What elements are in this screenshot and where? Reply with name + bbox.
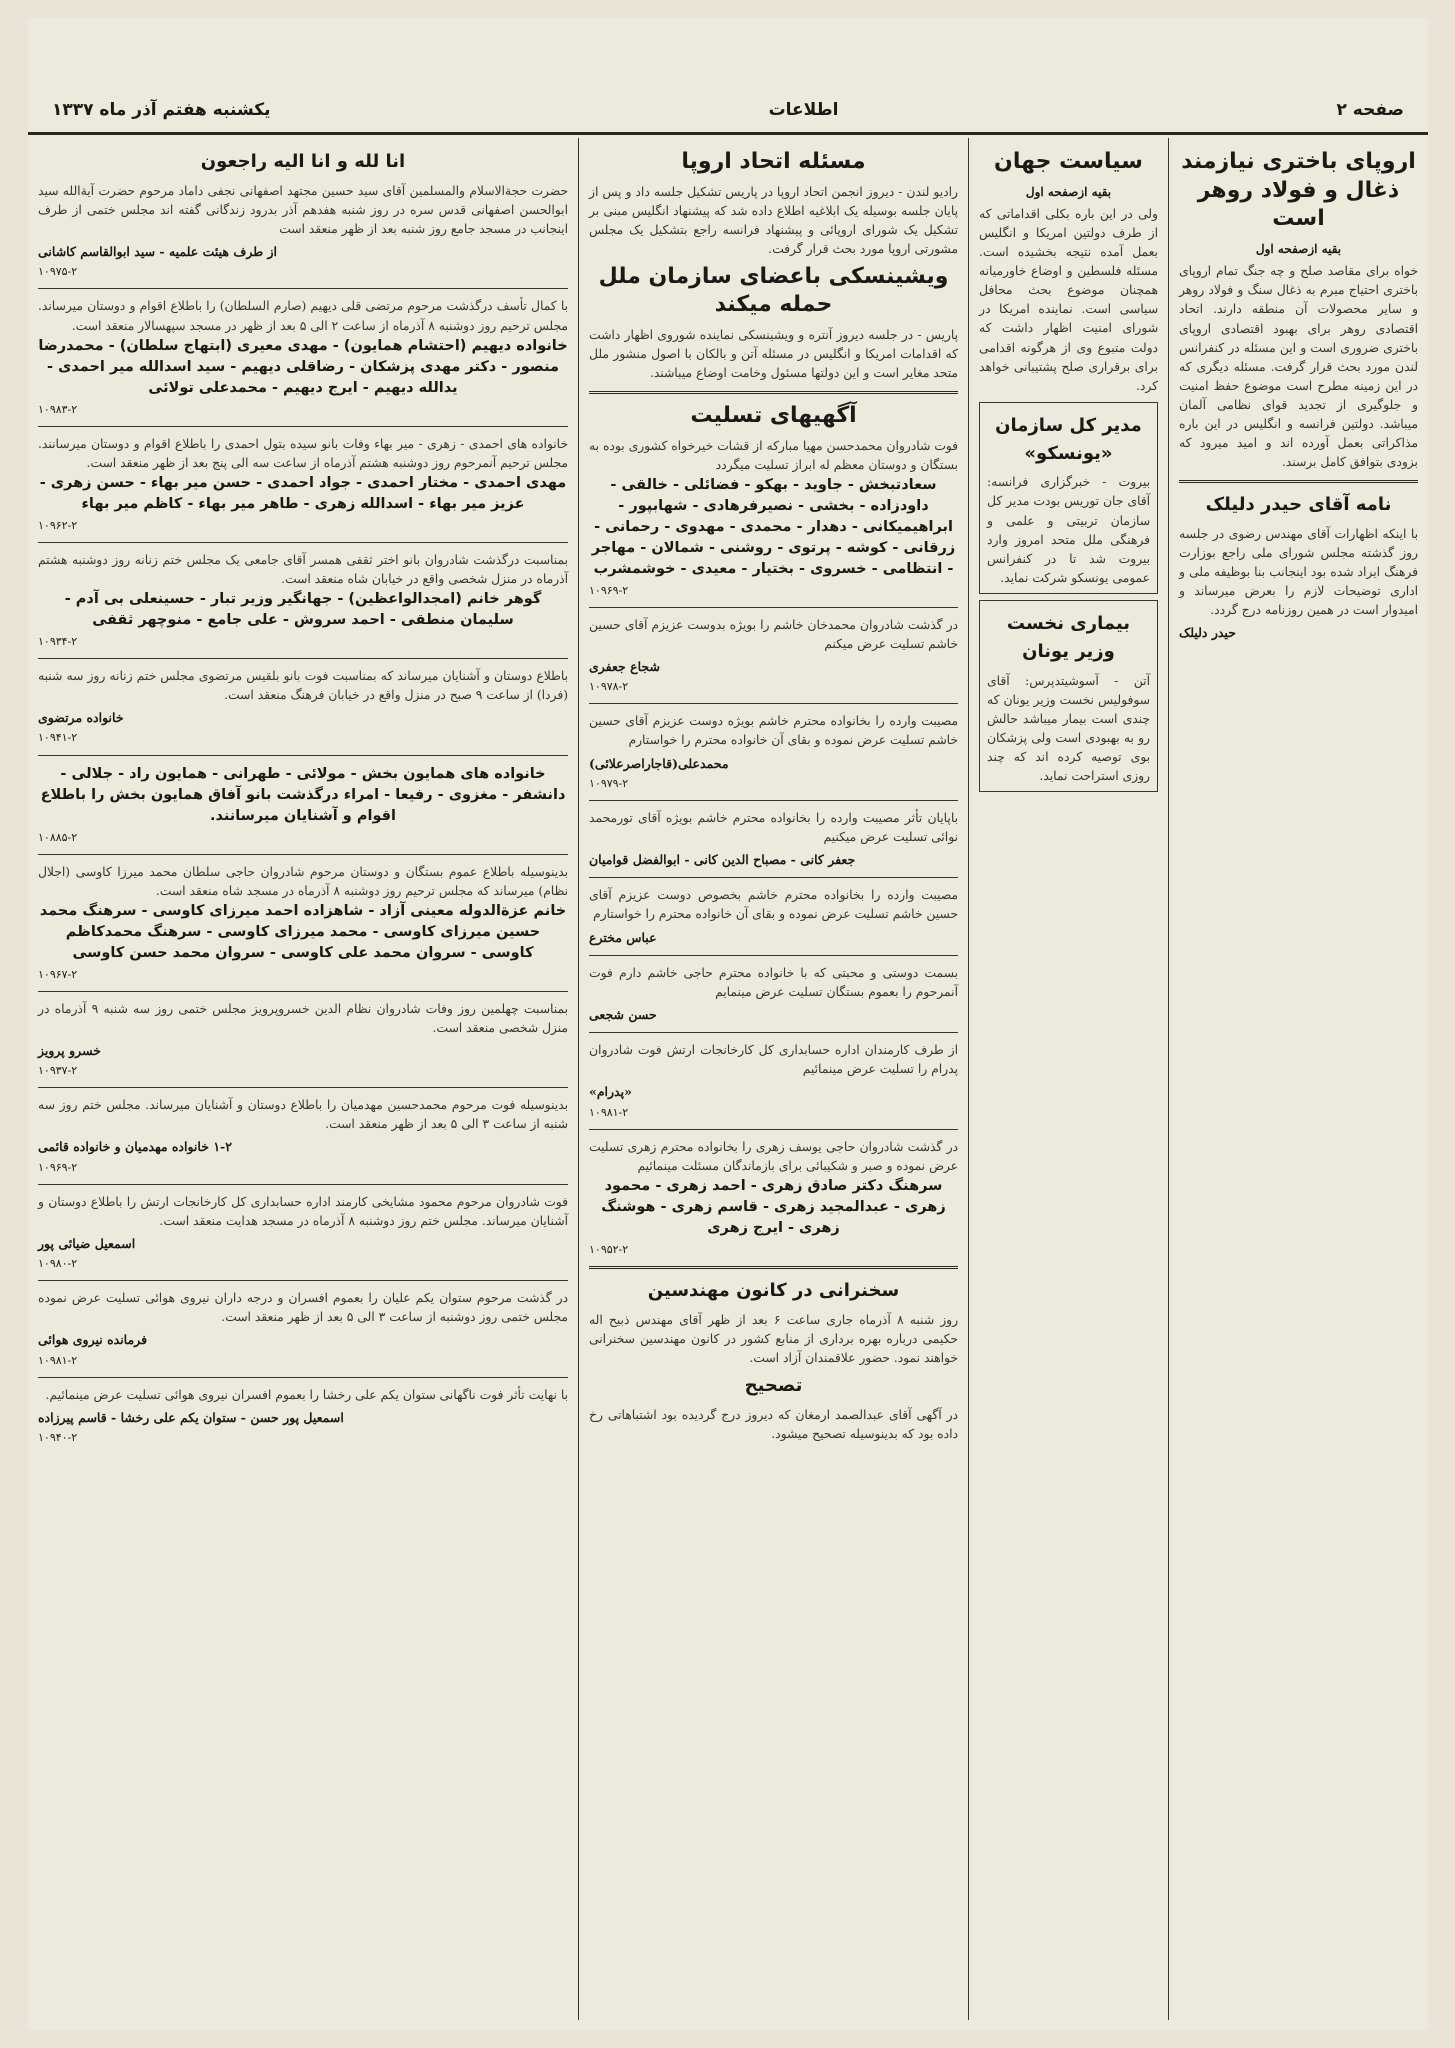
notice-ref: ۱۰۹۶۲-۲ [38,518,78,532]
notice-ref: ۱۰۹۸۳-۲ [38,402,78,416]
notice-signature: فرمانده نیروی هوائی [38,1332,148,1348]
divider [589,703,958,704]
obituary-notice [38,1000,568,1080]
news-box-unesco [979,402,1158,594]
ad-signature: حسن شجعی [589,1006,657,1022]
obituary-notice [38,764,568,846]
divider [589,391,958,394]
ad-text: در گذشت شادروان محمدخان خاشم را بویژه بدوست عزیزم آقای حسین خاشم تسلیت عرض میکنم [589,617,958,651]
announcement-heading: انا لله و انا الیه راجعون [200,151,406,172]
ad-text: مصیبت وارده را بخانواده محترم خاشم بویژه دوست عزیزم آقای حسین خاشم تسلیت عرض نموده و بقای آن خانواده محترم را خواستارم [589,714,958,748]
notice-signature: خسرو پرویز [38,1042,101,1058]
divider [38,991,568,992]
news-body-unesco: بیروت - خبرگزاری فرانسه: آقای جان توریس بودت مدیر کل سازمان تربیتی و علمی و فرهنگی ملل متحد امروز وارد بیروت شد تا در کنفرانس عمومی یونسکو شرکت نماید. [987,475,1150,585]
notice-body: بدینوسیله فوت مرحوم محمدحسین مهدمیان را باطلاع دوستان و آشنایان میرساند. مجلس ختم روز سه شنبه از ساعت ۳ الی ۵ بعد از ظهر منعقد است. [38,1098,568,1132]
notice-names: خانم عزةالدوله معینی آزاد - شاهزاده احمد میرزای کاوسی - سرهنگ محمد حسین میرزای کاوسی - محمد میرزای کاوسی - سرهنگ محمدکاظم کاوسی - سروان محمد علی کاوسی - سروان محمد حسن کاوسی [39,902,567,961]
column-left [28,138,578,2020]
ad-text: باپایان تأثر مصیبت وارده را بخانواده محترم خاشم بویژه آقای تورمحمد نوائی تسلیت عرض میکنیم [589,810,958,844]
ad-signature: جعفر کانی - مصباح الدین کانی - ابوالفضل قوامیان [589,852,856,868]
condolence-ads-title: آگهیهای تسلیت [690,403,857,429]
notice-ref: ۱۰۹۸۰-۲ [38,1257,78,1271]
divider [589,1129,958,1130]
notice-ref: ۱۰۹۸۱-۲ [38,1353,78,1367]
continued-note: بقیه ازصفحه اول [1255,241,1342,256]
article-body-world-politics: ولی در این باره بکلی اقداماتی که از طرف دولتین امریکا و انگلیس بعمل آمده نتیجه بخشیده است. مسئله فلسطین و اوضاع خاورمیانه همچنان موضوع بحث محافل سیاسی است. نماینده امریکا در شورای امنیت اظهار داشت که دولت متبوع وی از هرگونه اقدامی برای برقراری صلح پشتیبانی خواهد کرد. [979,207,1158,393]
article-body-europe: رادیو لندن - دیروز انجمن اتحاد اروپا در پاریس تشکیل جلسه داد و پس از پایان جلسه بوسیله یک ابلاغیه اطلاع داده شد که پیشنهاد انگلیس مبنی بر تشکیل یک شورای اروپائی و پیشنهاد فرانسه راجع بتشکیل یک مجلس مشورتی اروپا مورد بحث قرار گرفت. [589,184,958,256]
column-center [578,138,968,2020]
notice-names: خانواده دیهیم (احتشام همایون) - مهدی معیری (ابتهاج سلطان) - محمدرضا منصور - دکتر مهدی پزشکان - رضاقلی دیهیم - سید اسدالله میر احمدی - یدالله دیهیم - ایرج دیهیم - محمدعلی تولائی [38,337,568,396]
ad-names: سعادتبخش - جاوید - بهکو - فضائلی - خالقی - داودزاده - بخشی - نصیرفرهادی - شهابپور - ابراهیمیکانی - دهدار - محمدی - مهدوی - رحمانی - زرقانی - کوشه - پرتوی - روشنی - شمالان - مهاجر - انتظامی - خسروی - بختیار - معیدی - خوشمشرب [591,476,956,577]
condolence-ad [589,712,958,792]
divider [38,658,568,659]
obituary-notice [38,1096,568,1176]
obituary-notice [38,1193,568,1273]
columns [28,138,1428,2020]
notice-signature: ۱-۲ خانواده مهدمیان و خانواده قائمی [38,1139,232,1155]
notice-names: گوهر خانم (امجدالواعظین) - جهانگیر وزیر تبار - حسینعلی بی آدم - سلیمان منطقی - احمد سروش - علی جامع - منوچهر ثقفی [64,590,542,628]
news-heading-unesco: مدیر کل سازمان «یونسکو» [995,414,1142,464]
divider [589,1032,958,1033]
lecture-heading: سخنرانی در کانون مهندسین [647,1280,900,1302]
condolence-ad [589,964,958,1024]
announcement-ref: ۱۰۹۷۵-۲ [38,265,78,279]
condolence-ad [589,437,958,599]
obituary-notice [38,297,568,417]
condolence-ad [589,886,958,946]
article-body-vyshinsky: پاریس - در جلسه دیروز آنتره و ویشینسکی نماینده شوروی اظهار داشت که اقدامات امریکا و انگلیس در مسئله آتن و بالکان با اصول منشور ملل متحد مغایر است و این دولتها مسئول وخامت اوضاع میباشند. [589,327,958,381]
article-headline-europe: مسئله اتحاد اروپا [681,149,866,174]
condolence-ad [589,1138,958,1258]
ad-text: در گذشت شادروان حاجی یوسف زهری را بخانواده محترم زهری تسلیت عرض نموده و صبر و شکیبائی برای بازماندگان مسئلت مینمائیم [589,1139,958,1173]
notice-signature: اسمعیل پور حسن - ستوان یکم علی رخشا - قاسم پیرزاده [38,1409,344,1425]
ad-ref: ۱۰۹۷۸-۲ [589,680,629,694]
ad-text: از طرف کارمندان اداره حسابداری کل کارخانجات ارتش فوت شادروان پدرام را تسلیت عرض مینمائیم [589,1043,958,1077]
continued-note: بقیه ازصفحه اول [1025,184,1112,199]
notice-ref: ۱۰۹۴۱-۲ [38,731,78,745]
correction-body: در آگهی آقای عبدالصمد ارمغان که دیروز درج گردیده بود اشتباهاتی رخ داده بود که بدینوسیله تصحیح میشود. [589,1407,958,1442]
divider [589,1266,958,1269]
correction-heading: تصحیح [744,1375,803,1397]
letter-body: با اینکه اظهارات آقای مهندس رضوی در جلسه روز گذشته مجلس شورای ملی راجع بوزارت فرهنگ ایراد شده بود اینجانب بنا بوظیفه ملی و اداری توضیحات لازم را بعرض میرساند و امیدوار است در همین روزنامه درج گردد. [1179,526,1418,617]
obituary-notice [38,435,568,534]
ad-signature: «پدرام» [589,1084,632,1100]
ad-text: بسمت دوستی و محبتی که با خانواده محترم حاجی خاشم دارم فوت آنمرحوم را بعموم بستگان تسلیت عرض مینمایم [589,965,958,999]
announcement-signature: از طرف هیئت علمیه - سید ابوالقاسم کاشانی [38,244,278,260]
column-mid-right [968,138,1168,2020]
divider [589,800,958,801]
letter-signature: حیدر دلیلک [1179,625,1236,641]
newspaper-page [28,18,1428,2030]
ad-ref: ۱۰۹۸۱-۲ [589,1105,629,1119]
divider [38,1280,568,1281]
article-headline-vyshinsky: ویشینسکی باعضای سازمان ملل حمله میکند [598,263,949,318]
obituary-notice [38,667,568,747]
notice-body: با کمال تأسف درگذشت مرحوم مرتضی قلی دیهیم (صارم السلطان) را باطلاع اقوام و دوستان میرساند. مجلس ترحیم روز دوشنبه ۸ آذرماه از ساعت ۲ الی ۵ بعد از ظهر در مسجد سپهسالار منعقد است. [38,299,568,333]
ad-text: فوت شادروان محمدحسن مهیا مبارکه از قشات خیرخواه کشوری بوده به بستگان و دوستان معظم له ابراز تسلیت میگردد [589,438,958,472]
ad-names: سرهنگ دکتر صادق زهری - احمد زهری - محمود زهری - عبدالمجید زهری - قاسم زهری - هوشنگ زهری - ایرج زهری [601,1177,946,1236]
ad-signature: شجاع جعفری [589,659,660,675]
condolence-ad [589,1041,958,1121]
divider [38,1377,568,1378]
page-number: صفحه ۲ [1336,100,1404,120]
divider [589,607,958,608]
condolence-ad [589,616,958,696]
lecture-body: روز شنبه ۸ آذرماه جاری ساعت ۶ بعد از ظهر آقای مهندس ذبیح اله حکیمی درباره بهره برداری از منابع کشور در کانون مهندسین سخنرانی خواهند نمود. حضور علاقمندان آزاد است. [589,1312,959,1366]
divider [589,955,958,956]
notice-names: مهدی احمدی - مختار احمدی - جواد احمدی - حسن میر بهاء - حسن زهری - عزیز میر بهاء - اسدالله زهری - طاهر میر بهاء - کاظم میر بهاء [39,474,567,512]
notice-signature: خانواده مرتضوی [38,710,124,726]
notice-signature: اسمعیل ضیائی پور [38,1235,136,1251]
notice-body: بمناسبت درگذشت شادروان بانو اختر ثقفی همسر آقای جامعی یک مجلس ختم زنانه روز دوشنبه هشتم آذرماه در منزل شخصی واقع در خیابان شاه منعقد است. [38,552,568,586]
notice-body: بمناسبت چهلمین روز وفات شادروان نظام الدین خسروپرویز مجلس ختمی روز سه شنبه ۹ آذرماه در منزل شخصی منعقد است. [38,1001,569,1035]
notice-ref: ۱۰۸۸۵-۲ [38,830,78,844]
notice-body: خانواده های احمدی - زهری - میر بهاء وفات بانو سیده بتول احمدی را باطلاع اقوام و دوستان میرسانند. مجلس ترحیم آنمرحوم روز دوشنبه هشتم آذرماه از ساعت سه الی پنج بعد از ظهر منعقد است. [38,436,568,470]
divider [589,877,958,878]
divider [38,755,568,756]
ad-ref: ۱۰۹۶۹-۲ [589,583,629,597]
obituary-notice [38,1386,568,1446]
divider [38,426,568,427]
obituary-notice [38,551,568,650]
issue-date: یکشنبه هفتم آذر ماه ۱۳۳۷ [52,100,271,120]
article-headline-roher: اروپای باختری نیازمند ذغال و فولاد روهر است [1181,149,1416,232]
notice-ref: ۱۰۹۳۴-۲ [38,634,78,648]
divider [38,288,568,289]
notice-body: بدینوسیله باطلاع عموم بستگان و دوستان مرحوم شادروان حاجی سلطان محمد میرزا کاوسی (اجلال نظام) میرساند که مجلس ترحیم روز دوشنبه ۸ آذرماه در مسجد شاه منعقد است. [38,864,568,898]
column-right [1168,138,1428,2020]
ad-ref: ۱۰۹۵۲-۲ [589,1243,629,1257]
notice-ref: ۱۰۹۶۷-۲ [38,967,78,981]
divider [38,1184,568,1185]
notice-body: فوت شادروان مرحوم محمود مشایخی کارمند اداره حسابداری کل کارخانجات ارتش را باطلاع دوستان و آشنایان میرساند. مجلس ختم روز دوشنبه ۸ آذرماه در مسجد هدایت منعقد است. [38,1194,568,1228]
article-headline-world-politics: سیاست جهان [994,149,1143,174]
divider [38,1087,568,1088]
notice-body: باطلاع دوستان و آشنایان میرساند که بمناسبت فوت بانو بلقیس مرتضوی مجلس ختم زنانه روز سه شنبه (فردا) از ساعت ۹ صبح در منزل واقع در خیابان فرهنگ منعقد است. [38,668,568,703]
notice-names: خانواده های همایون بخش - مولائی - طهرانی - همایون راد - جلالی - دانشفر - مغزوی - رفیعا - امراء درگذشت بانو آفاق همایون بخش را باطلاع اقوام و آشنایان میرسانند. [40,765,566,824]
article-body-roher: خواه برای مقاصد صلح و چه جنگ تمام اروپای باختری احتیاج مبرم به ذغال سنگ و فولاد روهر و سایر محصولات آن منطقه دارند. اتحاد اقتصادی روهر برای بهبود اقتصادی اروپای باختری ضروری است و این مسئله در کنفرانس لندن مورد بحث قرار گرفت. مسئله دیگری که در این زمینه مطرح است موضوع حفظ امنیت و جلوگیری از تجدید قوای نظامی آلمان میباشد. دولتین فرانسه و انگلیس در این باره مذاکراتی بعمل آورده اند و امید میرود که بزودی بتوافق کامل برسند. [1179,264,1418,469]
notice-ref: ۱۰۹۴۰-۲ [38,1431,78,1445]
page-header [28,88,1428,135]
news-box-greece [979,600,1158,792]
divider [38,854,568,855]
obituary-notice [38,1289,568,1369]
news-body-greece: آتن - آسوشیتدپرس: آقای سوفولیس نخست وزیر یونان که چندی است بیمار میباشد حالش رو به بهبودی است ولی پزشکان بوی توصیه کرده اند که چند روزی استراحت نماید. [987,673,1150,783]
condolence-ad [589,809,958,869]
divider [1179,480,1418,483]
notice-ref: ۱۰۹۳۷-۲ [38,1064,78,1078]
notice-ref: ۱۰۹۶۹-۲ [38,1160,78,1174]
announcement-body: حضرت حجةالاسلام والمسلمین آقای سید حسین مجتهد اصفهانی نجفی داماد مرحوم حضرت آیةالله سید ابوالحسن اصفهانی قدس سره در روز شنبه هفدهم آذر بدرود زندگانی گفته اند مجلس ختمی از طرف اینجانب در مسجد جامع روز شنبه بعد از ظهر منعقد است [38,183,568,236]
letter-heading: نامه آقای حیدر دلیلک [1205,493,1392,515]
ad-signature: عباس مخترع [589,929,657,945]
news-heading-greece: بیماری نخست وزیر یونان [1006,612,1131,662]
obituary-notice [38,863,568,983]
ad-ref: ۱۰۹۷۹-۲ [589,776,629,790]
newspaper-name: اطلاعات [768,100,839,120]
ad-text: مصیبت وارده را بخانواده محترم خاشم بخصوص دوست عزیزم آقای حسین خاشم تسلیت عرض نموده و بقای آن خانواده محترم را خواستارم [589,888,958,922]
notice-body: با نهایت تأثر فوت ناگهانی ستوان یکم علی رخشا را بعموم افسران نیروی هوائی تسلیت عرض مینمائیم. [45,1387,568,1402]
notice-body: در گذشت مرحوم ستوان یکم علیان را بعموم افسران و درجه داران نیروی هوائی تسلیت عرض نموده مجلس ختمی روز دوشنبه از ساعت ۳ الی ۵ بعد از ظهر منعقد است. [38,1291,568,1325]
divider [38,542,568,543]
ad-signature: محمدعلی(قاجاراصرعلائی) [589,755,729,771]
